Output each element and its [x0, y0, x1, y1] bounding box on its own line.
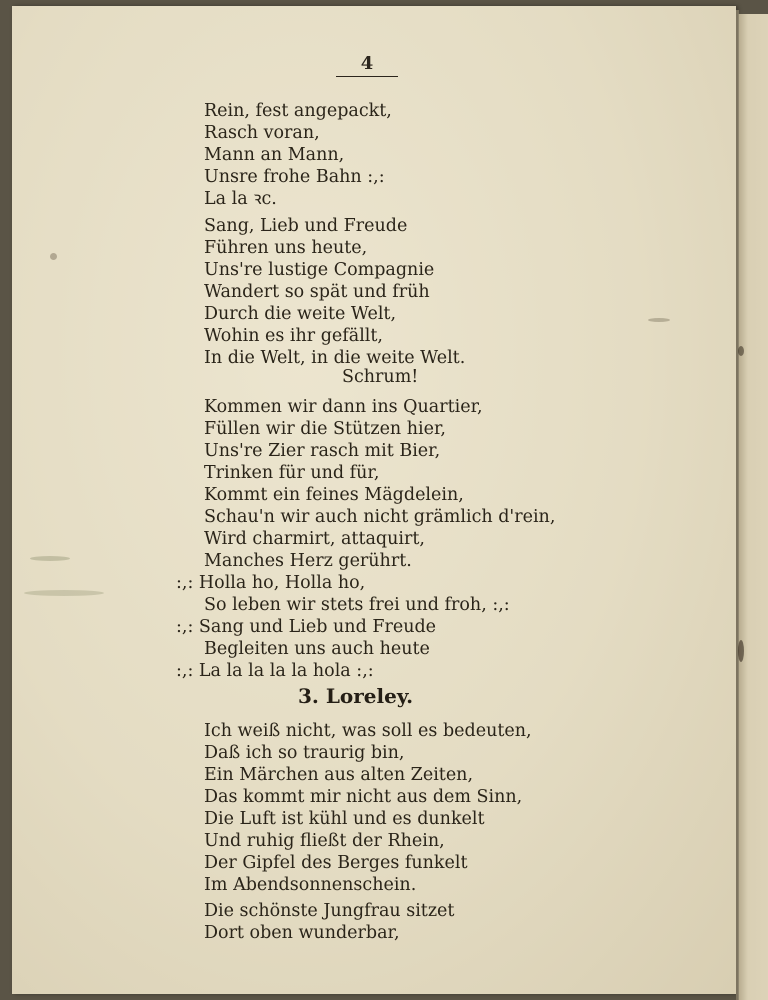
- verse-line: :,: Sang und Lieb und Freude: [176, 617, 437, 637]
- verse-line: Daß ich so traurig bin,: [204, 743, 405, 763]
- verse-line: Der Gipfel des Berges funkelt: [204, 853, 468, 873]
- verse-line: Wohin es ihr gefällt,: [204, 326, 383, 346]
- verse-line: Wandert so spät und früh: [204, 282, 430, 302]
- verse-line: Die Luft ist kühl und es dunkelt: [204, 809, 485, 829]
- verse-line: Uns're lustige Compagnie: [204, 260, 435, 280]
- verse-line: Begleiten uns auch heute: [204, 639, 430, 659]
- verse-line: Und ruhig fließt der Rhein,: [204, 831, 445, 851]
- verse-line: Rasch voran,: [204, 123, 320, 143]
- verse-line: Mann an Mann,: [204, 145, 345, 165]
- song-heading: 3. Loreley.: [298, 684, 414, 708]
- verse-line: Wird charmirt, attaquirt,: [204, 529, 425, 549]
- verse-line: Uns're Zier rasch mit Bier,: [204, 441, 441, 461]
- verse-line: Unsre frohe Bahn :,:: [204, 167, 385, 187]
- verse-line: Im Abendsonnenschein.: [204, 875, 417, 895]
- verse-line: In die Welt, in die weite Welt.: [204, 348, 466, 368]
- verse-line: Trinken für und für,: [204, 463, 380, 483]
- verse-line: Ich weiß nicht, was soll es bedeuten,: [204, 721, 532, 741]
- verse-line: Kommt ein feines Mägdelein,: [204, 485, 464, 505]
- verse-line: :,: Holla ho, Holla ho,: [176, 573, 366, 593]
- verse-line: Durch die weite Welt,: [204, 304, 397, 324]
- page-number: 4: [336, 53, 398, 77]
- verse-line: :,: La la la la la hola :,:: [176, 661, 374, 681]
- verse-line: Das kommt mir nicht aus dem Sinn,: [204, 787, 523, 807]
- verse-line: So leben wir stets frei und froh, :,:: [204, 595, 510, 615]
- verse-line: La la ꝛc.: [204, 189, 277, 209]
- verse-line: Schau'n wir auch nicht grämlich d'rein,: [204, 507, 556, 527]
- verse-line: Kommen wir dann ins Quartier,: [204, 397, 483, 417]
- verse-line: Füllen wir die Stützen hier,: [204, 419, 446, 439]
- verse-line: Die schönste Jungfrau sitzet: [204, 901, 455, 921]
- verse-line: Führen uns heute,: [204, 238, 368, 258]
- verse-line: Dort oben wunderbar,: [204, 923, 400, 943]
- verse-line: Manches Herz gerührt.: [204, 551, 412, 571]
- verse-line: Schrum!: [342, 367, 419, 387]
- verse-line: Sang, Lieb und Freude: [204, 216, 408, 236]
- verse-line: Rein, fest angepackt,: [204, 101, 392, 121]
- verse-line: Ein Märchen aus alten Zeiten,: [204, 765, 474, 785]
